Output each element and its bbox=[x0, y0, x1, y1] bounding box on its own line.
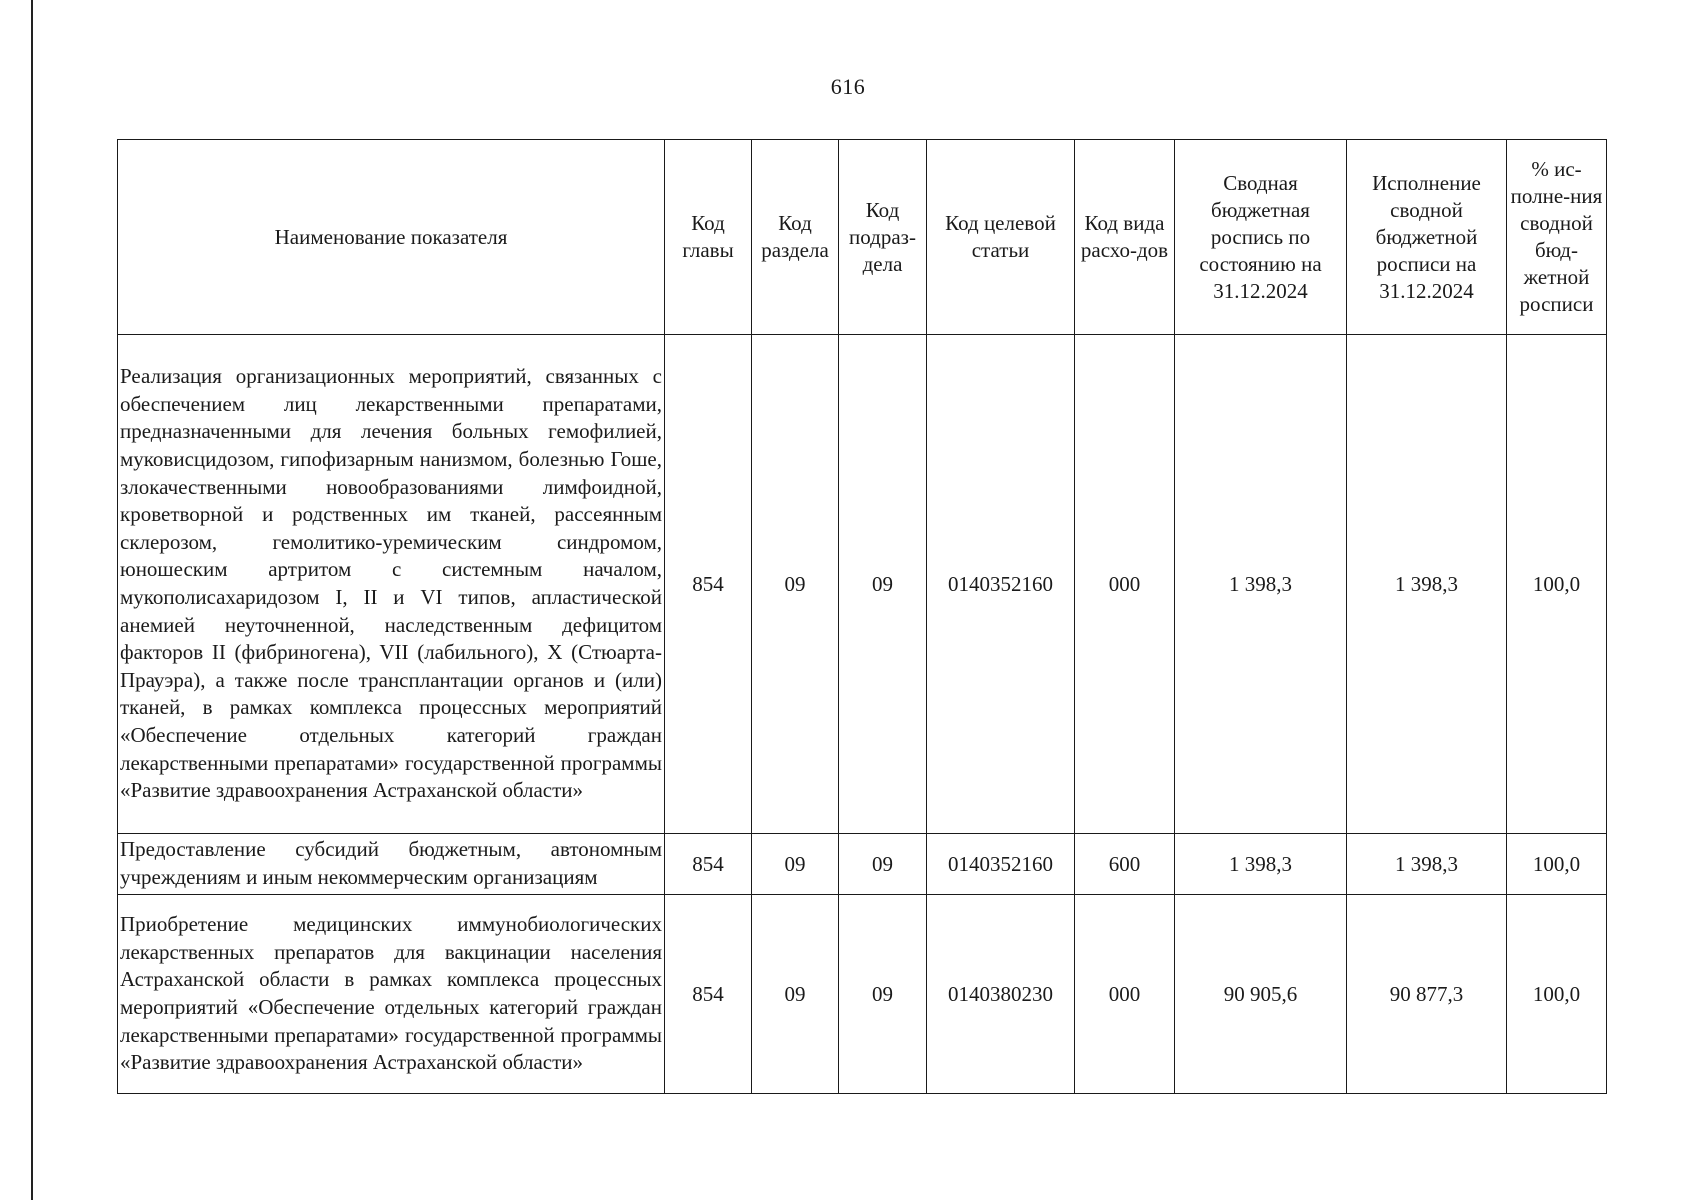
table-row bbox=[118, 834, 1607, 895]
header-name: Наименование показателя bbox=[118, 140, 665, 335]
table-header-row bbox=[118, 140, 1607, 335]
header-subsection-code: Код подраз-дела bbox=[839, 140, 927, 335]
header-expense-type-code: Код вида расхо-дов bbox=[1075, 140, 1175, 335]
cell-budget-plan: 90 905,6 bbox=[1175, 895, 1347, 1094]
left-margin-rule bbox=[31, 0, 33, 1200]
header-chapter-code: Код главы bbox=[665, 140, 752, 335]
cell-expense-type-code: 600 bbox=[1075, 834, 1175, 895]
header-budget-plan: Сводная бюджетная роспись по состоянию на 31.12.2024 bbox=[1175, 140, 1347, 335]
cell-target-article-code: 0140380230 bbox=[927, 895, 1075, 1094]
cell-section-code: 09 bbox=[752, 834, 839, 895]
cell-expense-type-code: 000 bbox=[1075, 895, 1175, 1094]
cell-chapter-code: 854 bbox=[665, 335, 752, 834]
cell-name: Предоставление субсидий бюджетным, автономным учреждениям и иным некоммерческим организациям bbox=[118, 834, 665, 895]
cell-subsection-code: 09 bbox=[839, 895, 927, 1094]
cell-percent: 100,0 bbox=[1507, 834, 1607, 895]
cell-subsection-code: 09 bbox=[839, 834, 927, 895]
cell-target-article-code: 0140352160 bbox=[927, 335, 1075, 834]
page-number: 616 bbox=[830, 74, 866, 99]
cell-chapter-code: 854 bbox=[665, 834, 752, 895]
table-row bbox=[118, 895, 1607, 1094]
cell-budget-plan: 1 398,3 bbox=[1175, 834, 1347, 895]
header-execution: Исполнение сводной бюджетной росписи на 31.12.2024 bbox=[1347, 140, 1507, 335]
cell-chapter-code: 854 bbox=[665, 895, 752, 1094]
cell-percent: 100,0 bbox=[1507, 335, 1607, 834]
cell-section-code: 09 bbox=[752, 895, 839, 1094]
cell-execution: 90 877,3 bbox=[1347, 895, 1507, 1094]
cell-execution: 1 398,3 bbox=[1347, 335, 1507, 834]
cell-section-code: 09 bbox=[752, 335, 839, 834]
cell-percent: 100,0 bbox=[1507, 895, 1607, 1094]
header-target-article-code: Код целевой статьи bbox=[927, 140, 1075, 335]
table-row bbox=[118, 335, 1607, 834]
cell-budget-plan: 1 398,3 bbox=[1175, 335, 1347, 834]
cell-name: Приобретение медицинских иммунобиологических лекарственных препаратов для вакцинации населения Астраханской области в рамках комплекса процессных мероприятий «Обеспечение отдельных категорий граждан лекарственными препаратами» государственной программы «Развитие здравоохранения Астраханской области» bbox=[118, 895, 665, 1094]
cell-target-article-code: 0140352160 bbox=[927, 834, 1075, 895]
cell-subsection-code: 09 bbox=[839, 335, 927, 834]
cell-name: Реализация организационных мероприятий, связанных с обеспечением лиц лекарственными препаратами, предназначенными для лечения больных гемофилией, муковисцидозом, гипофизарным нанизмом, болезнью Гоше, злокачественными новообразованиями лимфоидной, кроветворной и родственных им тканей, рассеянным склерозом, гемолитико-уремическим синдромом, юношеским артритом с системным началом, мукополисахаридозом I, II и VI типов, апластической анемией неуточненной, наследственным дефицитом факторов II (фибриногена), VII (лабильного), X (Стюарта-Прауэра), а также после трансплантации органов и (или) тканей, в рамках комплекса процессных мероприятий «Обеспечение отдельных категорий граждан лекарственными препаратами» государственной программы «Развитие здравоохранения Астраханской области» bbox=[118, 335, 665, 834]
header-percent: % ис-полне-ния сводной бюд-жетной росписи bbox=[1507, 140, 1607, 335]
cell-execution: 1 398,3 bbox=[1347, 834, 1507, 895]
cell-expense-type-code: 000 bbox=[1075, 335, 1175, 834]
header-section-code: Код раздела bbox=[752, 140, 839, 335]
budget-execution-table bbox=[117, 139, 1607, 1094]
